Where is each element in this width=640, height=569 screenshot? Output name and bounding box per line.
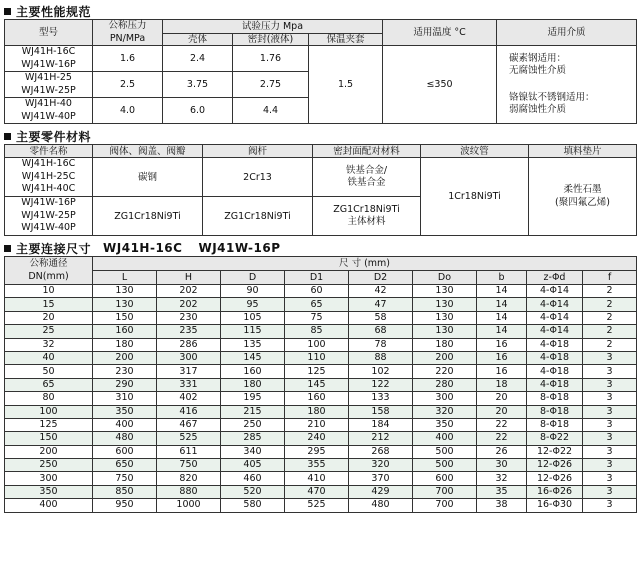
mat-header-bellows: 波纹管	[421, 145, 529, 158]
dim-value-cell: 268	[349, 445, 413, 458]
dim-dn-cell: 32	[5, 338, 93, 351]
dim-value-cell: 200	[93, 351, 157, 364]
performance-table	[4, 19, 637, 124]
perf-shell-cell: 3.75	[163, 72, 233, 98]
dim-dn-cell: 25	[5, 325, 93, 338]
perf-model-cell: WJ41H-25 WJ41W-25P	[5, 72, 93, 98]
dim-value-cell: 3	[583, 365, 637, 378]
perf-header-jacket: 保温夹套	[309, 33, 383, 45]
dim-value-cell: 240	[285, 432, 349, 445]
dim-value-cell: 47	[349, 298, 413, 311]
dim-value-cell: 370	[349, 472, 413, 485]
dim-value-cell: 429	[349, 485, 413, 498]
perf-header-shell: 壳体	[163, 33, 233, 45]
perf-header-pn: 公称压力 PN/MPa	[93, 20, 163, 46]
table-row	[5, 472, 637, 485]
dim-value-cell: 180	[413, 338, 477, 351]
dim-value-cell: 20	[477, 392, 527, 405]
dim-value-cell: 3	[583, 351, 637, 364]
dim-value-cell: 600	[93, 445, 157, 458]
table-row	[5, 311, 637, 324]
dim-value-cell: 38	[477, 499, 527, 512]
dim-col-header: H	[157, 271, 221, 285]
dim-value-cell: 90	[221, 285, 285, 298]
table-row	[5, 459, 637, 472]
dim-header-dn: 公称通径 DN(mm)	[5, 257, 93, 285]
dim-value-cell: 115	[221, 325, 285, 338]
dim-value-cell: 212	[349, 432, 413, 445]
table-row	[5, 499, 637, 512]
dimensions-section-header	[4, 240, 636, 256]
perf-header-temp: 适用温度 °C	[383, 20, 497, 46]
mat-packing-cell: 柔性石墨 (聚四氟乙烯)	[529, 158, 637, 236]
dim-value-cell: 2	[583, 311, 637, 324]
dim-value-cell: 600	[413, 472, 477, 485]
dim-value-cell: 180	[285, 405, 349, 418]
dim-value-cell: 2	[583, 325, 637, 338]
dim-value-cell: 230	[157, 311, 221, 324]
dim-value-cell: 2	[583, 338, 637, 351]
dim-value-cell: 416	[157, 405, 221, 418]
dim-value-cell: 14	[477, 311, 527, 324]
dim-dn-cell: 65	[5, 378, 93, 391]
dim-value-cell: 525	[285, 499, 349, 512]
dim-value-cell: 4-Φ14	[527, 298, 583, 311]
table-row	[5, 325, 637, 338]
dim-value-cell: 410	[285, 472, 349, 485]
dim-value-cell: 350	[93, 405, 157, 418]
dim-value-cell: 3	[583, 472, 637, 485]
dim-value-cell: 16	[477, 338, 527, 351]
table-row	[5, 338, 637, 351]
dim-value-cell: 3	[583, 392, 637, 405]
dimensions-model-a: WJ41H-16C	[103, 241, 183, 255]
dim-dn-cell: 40	[5, 351, 93, 364]
mat-header-body: 阀体、阀盖、阀瓣	[93, 145, 203, 158]
table-row	[5, 378, 637, 391]
dim-value-cell: 320	[413, 405, 477, 418]
dim-value-cell: 750	[93, 472, 157, 485]
dim-dn-cell: 400	[5, 499, 93, 512]
dim-value-cell: 180	[221, 378, 285, 391]
dim-value-cell: 405	[221, 459, 285, 472]
dim-value-cell: 8-Φ18	[527, 405, 583, 418]
perf-temp-cell: ≤350	[383, 46, 497, 124]
dim-value-cell: 950	[93, 499, 157, 512]
dim-value-cell: 130	[413, 325, 477, 338]
dim-value-cell: 102	[349, 365, 413, 378]
table-row	[5, 298, 637, 311]
dim-value-cell: 202	[157, 298, 221, 311]
mat-bellows-cell: 1Cr18Ni9Ti	[421, 158, 529, 236]
dim-value-cell: 2	[583, 298, 637, 311]
perf-pn-cell: 2.5	[93, 72, 163, 98]
mat-header-seal: 密封面配对材料	[313, 145, 421, 158]
perf-model-cell: WJ41H-40 WJ41W-40P	[5, 98, 93, 124]
dim-value-cell: 400	[93, 418, 157, 431]
dim-value-cell: 12-Φ26	[527, 472, 583, 485]
dim-value-cell: 35	[477, 485, 527, 498]
dim-value-cell: 820	[157, 472, 221, 485]
dim-value-cell: 500	[413, 445, 477, 458]
perf-pn-cell: 4.0	[93, 98, 163, 124]
performance-title: 主要性能规范	[16, 4, 92, 19]
table-row	[5, 158, 637, 197]
materials-section-header	[4, 128, 636, 144]
dim-value-cell: 3	[583, 432, 637, 445]
perf-seal-cell: 4.4	[233, 98, 309, 124]
dim-value-cell: 3	[583, 418, 637, 431]
dim-col-header: D2	[349, 271, 413, 285]
dim-value-cell: 460	[221, 472, 285, 485]
table-row	[5, 405, 637, 418]
dim-value-cell: 350	[413, 418, 477, 431]
table-row	[5, 485, 637, 498]
dim-value-cell: 184	[349, 418, 413, 431]
dim-value-cell: 125	[285, 365, 349, 378]
dim-header-size: 尺 寸 (mm)	[93, 257, 637, 271]
mat-stem-cell: 2Cr13	[203, 158, 313, 197]
dim-value-cell: 14	[477, 298, 527, 311]
dim-value-cell: 400	[413, 432, 477, 445]
perf-header-medium: 适用介质	[497, 20, 637, 46]
dim-value-cell: 4-Φ18	[527, 378, 583, 391]
dim-value-cell: 285	[221, 432, 285, 445]
dim-value-cell: 3	[583, 499, 637, 512]
dim-dn-cell: 15	[5, 298, 93, 311]
dim-value-cell: 145	[221, 351, 285, 364]
dim-value-cell: 150	[93, 311, 157, 324]
dim-value-cell: 65	[285, 298, 349, 311]
mat-models-cell: WJ41H-16C WJ41H-25C WJ41H-40C	[5, 158, 93, 197]
mat-body-cell: ZG1Cr18Ni9Ti	[93, 197, 203, 236]
dim-value-cell: 850	[93, 485, 157, 498]
dim-dn-cell: 150	[5, 432, 93, 445]
dimensions-title: 主要连接尺寸	[16, 241, 92, 256]
perf-seal-cell: 1.76	[233, 46, 309, 72]
dim-col-header: Do	[413, 271, 477, 285]
dim-value-cell: 32	[477, 472, 527, 485]
dim-value-cell: 16-Φ30	[527, 499, 583, 512]
dim-value-cell: 122	[349, 378, 413, 391]
dim-dn-cell: 50	[5, 365, 93, 378]
dim-value-cell: 300	[413, 392, 477, 405]
dim-value-cell: 22	[477, 432, 527, 445]
dim-value-cell: 160	[221, 365, 285, 378]
dim-col-header: f	[583, 271, 637, 285]
dim-value-cell: 160	[93, 325, 157, 338]
dim-dn-cell: 125	[5, 418, 93, 431]
dim-value-cell: 295	[285, 445, 349, 458]
performance-section-header	[4, 3, 636, 19]
dim-value-cell: 4-Φ14	[527, 311, 583, 324]
dim-value-cell: 611	[157, 445, 221, 458]
dim-value-cell: 14	[477, 285, 527, 298]
dim-value-cell: 525	[157, 432, 221, 445]
dim-value-cell: 250	[221, 418, 285, 431]
table-row	[5, 445, 637, 458]
dim-value-cell: 22	[477, 418, 527, 431]
dim-col-header: L	[93, 271, 157, 285]
dim-value-cell: 100	[285, 338, 349, 351]
dim-value-cell: 16	[477, 365, 527, 378]
dim-value-cell: 520	[221, 485, 285, 498]
dim-value-cell: 355	[285, 459, 349, 472]
dim-value-cell: 700	[413, 485, 477, 498]
dim-dn-cell: 350	[5, 485, 93, 498]
perf-medium-cell: 碳素钢适用： 无腐蚀性介质 铬镍钛不锈钢适用： 弱腐蚀性介质	[497, 46, 637, 124]
dim-dn-cell: 250	[5, 459, 93, 472]
dim-value-cell: 310	[93, 392, 157, 405]
dim-value-cell: 85	[285, 325, 349, 338]
dim-value-cell: 68	[349, 325, 413, 338]
table-row	[5, 418, 637, 431]
dim-value-cell: 12-Φ22	[527, 445, 583, 458]
spec-sheet	[0, 3, 640, 569]
perf-seal-cell: 2.75	[233, 72, 309, 98]
dim-value-cell: 105	[221, 311, 285, 324]
table-row	[5, 365, 637, 378]
dim-dn-cell: 20	[5, 311, 93, 324]
dim-value-cell: 60	[285, 285, 349, 298]
dim-value-cell: 145	[285, 378, 349, 391]
dim-value-cell: 1000	[157, 499, 221, 512]
perf-model-cell: WJ41H-16C WJ41W-16P	[5, 46, 93, 72]
bullet-square-icon	[4, 8, 11, 15]
dim-value-cell: 4-Φ18	[527, 338, 583, 351]
dim-value-cell: 78	[349, 338, 413, 351]
dim-value-cell: 210	[285, 418, 349, 431]
table-row	[5, 351, 637, 364]
dim-value-cell: 331	[157, 378, 221, 391]
mat-seal-cell: ZG1Cr18Ni9Ti 主体材料	[313, 197, 421, 236]
dim-value-cell: 235	[157, 325, 221, 338]
dim-value-cell: 16-Φ26	[527, 485, 583, 498]
dim-value-cell: 3	[583, 485, 637, 498]
perf-pn-cell: 1.6	[93, 46, 163, 72]
dim-value-cell: 75	[285, 311, 349, 324]
dim-value-cell: 215	[221, 405, 285, 418]
perf-shell-cell: 6.0	[163, 98, 233, 124]
dim-col-header: z-Φd	[527, 271, 583, 285]
table-row	[5, 285, 637, 298]
dim-value-cell: 320	[349, 459, 413, 472]
dim-value-cell: 700	[413, 499, 477, 512]
materials-table	[4, 144, 637, 236]
dim-dn-cell: 80	[5, 392, 93, 405]
dim-value-cell: 20	[477, 405, 527, 418]
dim-value-cell: 200	[413, 351, 477, 364]
bullet-square-icon	[4, 133, 11, 140]
dim-col-header: b	[477, 271, 527, 285]
dim-value-cell: 8-Φ22	[527, 432, 583, 445]
dim-value-cell: 8-Φ18	[527, 418, 583, 431]
mat-header-packing: 填料垫片	[529, 145, 637, 158]
dim-value-cell: 286	[157, 338, 221, 351]
dim-value-cell: 202	[157, 285, 221, 298]
dimensions-model-b: WJ41W-16P	[198, 241, 281, 255]
dim-value-cell: 130	[413, 311, 477, 324]
dim-dn-cell: 300	[5, 472, 93, 485]
dim-value-cell: 340	[221, 445, 285, 458]
dim-value-cell: 3	[583, 405, 637, 418]
dim-col-header: D	[221, 271, 285, 285]
dim-value-cell: 133	[349, 392, 413, 405]
dim-value-cell: 88	[349, 351, 413, 364]
dim-col-header: D1	[285, 271, 349, 285]
dim-value-cell: 317	[157, 365, 221, 378]
dim-value-cell: 467	[157, 418, 221, 431]
dim-value-cell: 180	[93, 338, 157, 351]
mat-stem-cell: ZG1Cr18Ni9Ti	[203, 197, 313, 236]
table-row	[5, 392, 637, 405]
dim-value-cell: 3	[583, 378, 637, 391]
materials-title: 主要零件材料	[16, 129, 92, 144]
dim-value-cell: 3	[583, 445, 637, 458]
perf-header-model: 型号	[5, 20, 93, 46]
mat-header-stem: 阀杆	[203, 145, 313, 158]
dim-value-cell: 14	[477, 325, 527, 338]
dim-value-cell: 135	[221, 338, 285, 351]
dim-value-cell: 4-Φ14	[527, 285, 583, 298]
table-row	[5, 432, 637, 445]
dim-value-cell: 130	[413, 298, 477, 311]
dim-value-cell: 650	[93, 459, 157, 472]
dim-value-cell: 470	[285, 485, 349, 498]
bullet-square-icon	[4, 245, 11, 252]
dim-value-cell: 4-Φ18	[527, 365, 583, 378]
dim-value-cell: 4-Φ14	[527, 325, 583, 338]
dim-value-cell: 160	[285, 392, 349, 405]
dim-value-cell: 3	[583, 459, 637, 472]
dim-value-cell: 130	[93, 298, 157, 311]
dim-value-cell: 110	[285, 351, 349, 364]
dim-dn-cell: 200	[5, 445, 93, 458]
table-row	[5, 46, 637, 72]
dim-value-cell: 480	[349, 499, 413, 512]
mat-body-cell: 碳钢	[93, 158, 203, 197]
dim-value-cell: 195	[221, 392, 285, 405]
perf-jacket-cell: 1.5	[309, 46, 383, 124]
mat-models-cell: WJ41W-16P WJ41W-25P WJ41W-40P	[5, 197, 93, 236]
dim-value-cell: 290	[93, 378, 157, 391]
perf-header-seal: 密封(液体)	[233, 33, 309, 45]
dim-value-cell: 12-Φ26	[527, 459, 583, 472]
dim-value-cell: 230	[93, 365, 157, 378]
mat-header-part: 零件名称	[5, 145, 93, 158]
dim-value-cell: 220	[413, 365, 477, 378]
dim-value-cell: 880	[157, 485, 221, 498]
dim-value-cell: 16	[477, 351, 527, 364]
perf-shell-cell: 2.4	[163, 46, 233, 72]
dimensions-table	[4, 256, 637, 513]
dim-value-cell: 18	[477, 378, 527, 391]
dim-value-cell: 30	[477, 459, 527, 472]
dim-value-cell: 130	[93, 285, 157, 298]
dim-value-cell: 130	[413, 285, 477, 298]
dim-value-cell: 480	[93, 432, 157, 445]
dim-value-cell: 2	[583, 285, 637, 298]
dim-value-cell: 300	[157, 351, 221, 364]
dim-value-cell: 750	[157, 459, 221, 472]
dim-value-cell: 402	[157, 392, 221, 405]
dim-value-cell: 4-Φ18	[527, 351, 583, 364]
dim-value-cell: 95	[221, 298, 285, 311]
mat-seal-cell: 铁基合金/ 铁基合金	[313, 158, 421, 197]
dim-value-cell: 500	[413, 459, 477, 472]
perf-header-test: 试验压力 Mpa	[163, 20, 383, 34]
dim-dn-cell: 10	[5, 285, 93, 298]
dim-value-cell: 8-Φ18	[527, 392, 583, 405]
dim-value-cell: 58	[349, 311, 413, 324]
dim-value-cell: 580	[221, 499, 285, 512]
dim-value-cell: 42	[349, 285, 413, 298]
dim-value-cell: 26	[477, 445, 527, 458]
dim-value-cell: 280	[413, 378, 477, 391]
dim-dn-cell: 100	[5, 405, 93, 418]
dim-value-cell: 158	[349, 405, 413, 418]
